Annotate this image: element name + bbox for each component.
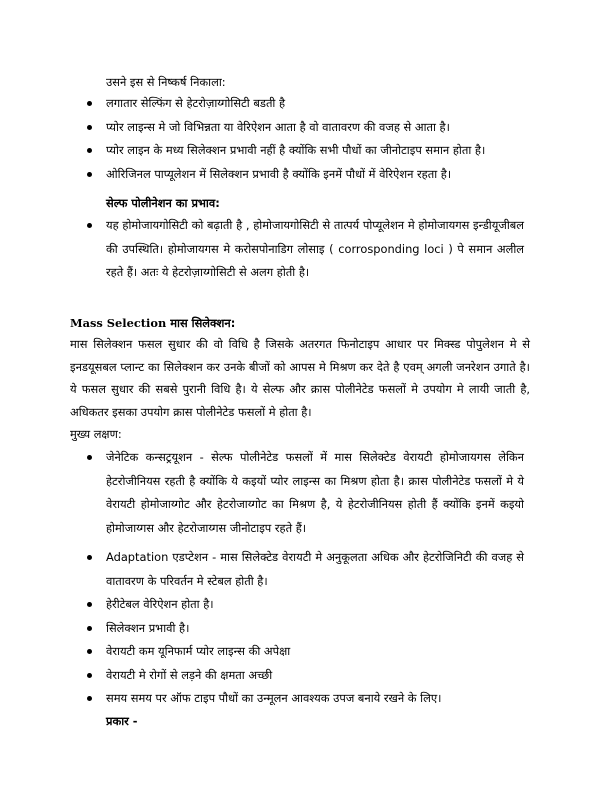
self-pollination-list [84,214,524,285]
list-item: वेरायटी मे रोगों से लड़ने की क्षमता अच्छी [84,664,524,688]
list-item: ओरिजिनल पाप्यूलेशन में सिलेक्शन प्रभावी है क्योंकि इनमें पौधों में वेरिऐशन रहता है। [84,163,524,187]
list-item: समय समय पर ऑफ टाइप पौधों का उन्मूलन आवश्यक उपज बनाये रखने के लिए। [84,687,524,711]
features-list [84,446,524,711]
conclusion-list [84,92,524,186]
intro-text: उसने इस से निष्कर्ष निकाला: [106,75,226,89]
list-item: हेरीटेबल वेरिऐशन होता है। [84,593,524,617]
list-item: Adaptation एडप्टेशन - मास सिलेक्टेड वेरायटी मे अनुकूलता अधिक और हेटरोजिनिटी की वजह से वातावरण के परिवर्तन मे स्टेबल होती है। [84,546,524,593]
list-item: जेनेटिक कन्सट्रयूशन - सेल्फ पोलीनेटेड फसलों में मास सिलेक्टेड वेरायटी होमोजायगस लेकिन हेटरोजीनियस रहती है क्योंकि ये कइयों प्योर लाइन्स का मिश्रण होता है। क्रास पोलीनेटेड फसलों मे ये वेरायटी होमोजाय्गोट और हेटरोजाय्गोट का मिश्रण है, ये हेटरोजीनियस होती हैं क्योंकि इनमें कइयो होमोजाय्गस और हेटरोजाय्गस जीनोटाइप रहते हैं। [84,446,524,540]
mass-selection-paragraph [70,333,530,446]
list-item: लगातार सेल्फिंग से हेटरोज़ाय्गोसिटी बडती है [84,92,524,116]
list-item: वेरायटी कम यूनिफार्म प्योर लाइन्स की अपेक्षा [84,640,524,664]
features-label: मुख्य लक्षण: [70,427,122,441]
list-item: प्योर लाइन के मध्य सिलेक्शन प्रभावी नहीं है क्योंकि सभी पौधों का जीनोटाइप समान होता है। [84,139,524,163]
list-item: यह होमोजायगोसिटी को बढ़ाती है , होमोजायगोसिटी से तात्पर्य पोप्यूलेशन मे होमोजायगस इन्डीयूजीबल की उपस्थिति। होमोजायगस मे करोसपोनाडिग लोसाइ ( corrosponding loci ) पे समान अलील रहते हैं। अतः ये हेटरोज़ाय्गोसिटी से अलग होती है। [84,214,524,285]
heading-hindi: मास सिलेक्शन: [170,316,236,330]
section-heading-types: प्रकार - [106,714,138,728]
heading-english: Mass Selection [70,316,167,330]
section-heading-mass-selection [70,313,235,333]
list-item: प्योर लाइन्स मे जो विभिन्नता या वेरिऐशन आता है वो वातावरण की वजह से आता है। [84,116,524,140]
section-heading-self-pollination: सेल्फ पोलीनेशन का प्रभाव: [106,196,220,210]
list-item: सिलेक्शन प्रभावी है। [84,617,524,641]
body-text: मास सिलेक्शन फसल सुधार की वो विधि है जिसके अतरगत फिनोटाइप आधार पर मिक्स्ड पोपुलेशन मे से इनडयूसबल प्लान्ट का सिलेक्शन कर उनके बीजों को आपस मे मिश्रण कर देते है एवम् अगली जनरेशन उगाते है। ये फसल सुधार की सबसे पुरानी विधि है। ये सेल्फ और क्रास पोलीनेटेड फसलों मे उपयोग मे लायी जाती है, अधिकतर इसका उपयोग क्रास पोलीनेटेड फसलों मे होता है। [70,337,530,419]
